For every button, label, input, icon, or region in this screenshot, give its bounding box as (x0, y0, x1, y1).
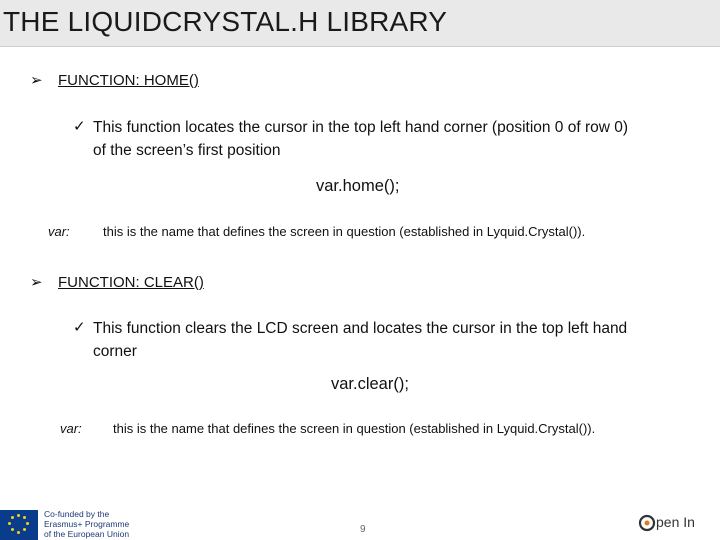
eu-cofunded-text (44, 509, 129, 539)
slide-title: THE LIQUIDCRYSTAL.H LIBRARY (3, 6, 448, 37)
open-in-logo (638, 512, 718, 534)
page-number: 9 (360, 524, 366, 535)
var-description-home: this is the name that defines the screen in question (established in Lyquid.Crystal()). (103, 224, 586, 239)
section-heading-home: FUNCTION: HOME() (58, 72, 199, 89)
var-description-clear: this is the name that defines the screen in question (established in Lyquid.Crystal()). (113, 421, 596, 436)
checkmark-icon: ✓ (73, 319, 86, 336)
logo-text: pen In (656, 514, 695, 530)
description-clear-line2: corner (93, 343, 137, 360)
eu-text-line3: of the European Union (44, 529, 130, 539)
arrow-bullet-icon: ➢ (30, 274, 43, 291)
description-home-line2: of the screen’s first position (93, 142, 281, 159)
eu-flag-icon (0, 510, 38, 540)
code-clear: var.clear(); (331, 375, 409, 393)
section-heading-clear: FUNCTION: CLEAR() (58, 274, 204, 291)
description-clear-line1: This function clears the LCD screen and locates the cursor in the top left hand (93, 320, 628, 337)
open-in-logo-icon (638, 513, 656, 533)
eu-text-line1: Co-funded by the (44, 509, 110, 519)
description-home-line1: This function locates the cursor in the top left hand corner (position 0 of row 0) (93, 119, 629, 136)
title-bar (0, 0, 720, 47)
var-label-clear: var: (60, 421, 82, 436)
code-home: var.home(); (316, 177, 400, 195)
checkmark-icon: ✓ (73, 118, 86, 135)
eu-text-line2: Erasmus+ Programme (44, 519, 130, 529)
var-label-home: var: (48, 224, 70, 239)
arrow-bullet-icon: ➢ (30, 72, 43, 89)
